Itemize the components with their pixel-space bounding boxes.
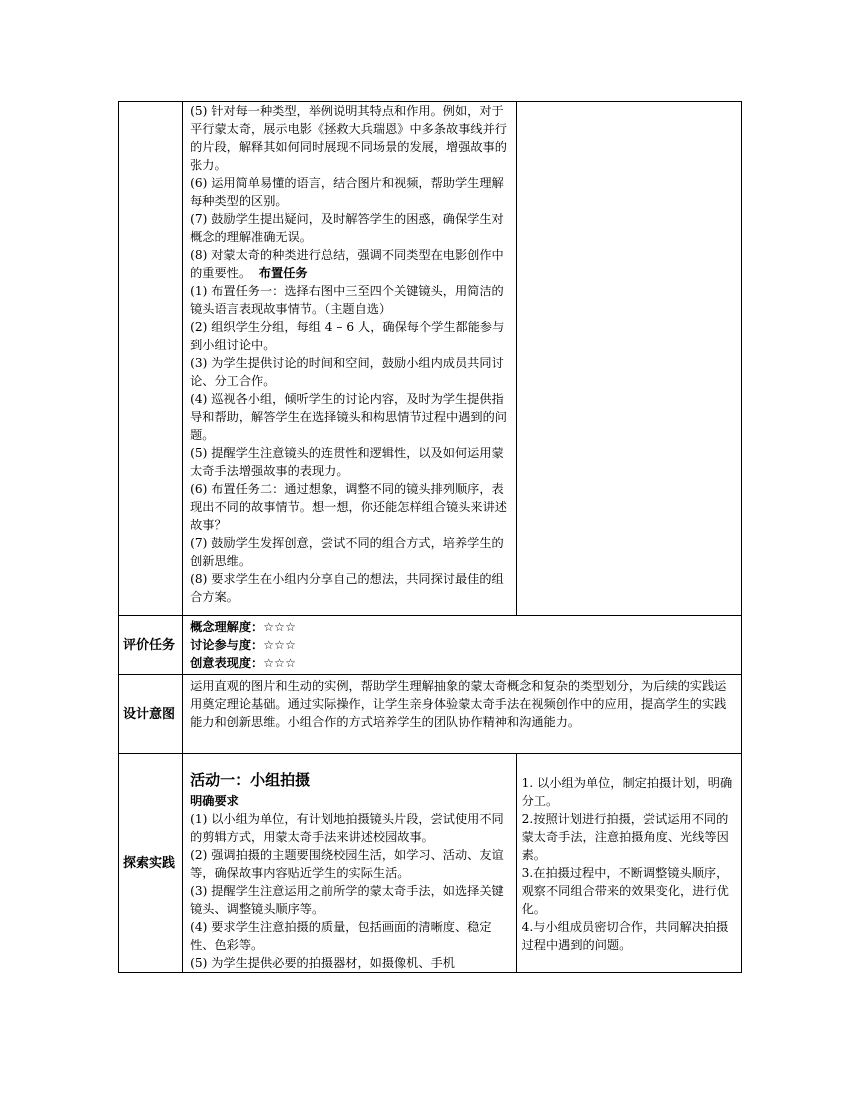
task-heading: 布置任务 xyxy=(258,266,308,280)
requirement-item: (3) 提醒学生注意运用之前所学的蒙太奇手法，如选择关键镜头、调整镜头顺序等。 xyxy=(190,884,504,916)
student-activity-item: 3.在拍摄过程中，不断调整镜头顺序，观察不同组合带来的效果变化，进行优化。 xyxy=(521,866,729,916)
teaching-process-row xyxy=(119,102,742,616)
teacher-activity-cell xyxy=(183,102,517,616)
requirement-item: (5) 为学生提供必要的拍摄器材，如摄像机、手机 xyxy=(190,956,455,970)
explore-row xyxy=(119,754,742,973)
activity-title: 活动一：小组拍摄 xyxy=(190,771,311,789)
task-item: (8) 要求学生在小组内分享自己的想法，共同探讨最佳的组合方案。 xyxy=(190,572,504,604)
paragraph: (7) 鼓励学生提出疑问，及时解答学生的困惑，确保学生对概念的理解准确无误。 xyxy=(190,212,504,244)
row1-label-cell xyxy=(119,102,183,616)
evaluation-item xyxy=(190,618,735,636)
design-intent-text: 运用直观的图片和生动的实例，帮助学生理解抽象的蒙太奇概念和复杂的类型划分，为后续的实践运用奠定理论基础。通过实际操作，让学生亲身体验蒙太奇手法在视频创作中的应用，提高学生的实践能力和创新思维。小组合作的方式培养学生的团队协作精神和沟通能力。 xyxy=(190,679,727,729)
design-intent-label: 设计意图 xyxy=(119,675,183,754)
requirements-heading: 明确要求 xyxy=(190,794,239,808)
task-item: (2) 组织学生分组，每组 4 – 6 人，确保每个学生都能参与到小组讨论中。 xyxy=(190,320,505,352)
criterion-name: 讨论参与度： xyxy=(190,638,264,652)
task-item: (3) 为学生提供讨论的时间和空间，鼓励小组内成员共同讨论、分工合作。 xyxy=(190,356,504,388)
evaluation-row xyxy=(119,616,742,675)
requirement-item: (2) 强调拍摄的主题要围绕校园生活，如学习、活动、友谊等，确保故事内容贴近学生的实际生活。 xyxy=(190,848,504,880)
task-item: (7) 鼓励学生发挥创意，尝试不同的组合方式，培养学生的创新思维。 xyxy=(190,536,504,568)
evaluation-item xyxy=(190,636,735,654)
evaluation-item xyxy=(190,654,735,672)
task-item: (6) 布置任务二：通过想象，调整不同的镜头排列顺序，表现出不同的故事情节。想一想，你还能怎样组合镜头来讲述故事？ xyxy=(190,482,507,532)
lesson-plan-table xyxy=(118,101,742,973)
evaluation-label: 评价任务 xyxy=(119,616,183,675)
student-activity-item: 4.与小组成员密切合作，共同解决拍摄过程中遇到的问题。 xyxy=(521,920,729,952)
requirement-item: (4) 要求学生注意拍摄的质量，包括画面的清晰度、稳定性、色彩等。 xyxy=(190,920,492,952)
task-item: (4) 巡视各小组，倾听学生的讨论内容，及时为学生提供指导和帮助，解答学生在选择镜头和构思情节过程中遇到的问题。 xyxy=(190,392,507,442)
student-activity-item: 2.按照计划进行拍摄，尝试运用不同的蒙太奇手法，注意拍摄角度、光线等因素。 xyxy=(521,812,729,862)
task-item: (1) 布置任务一：选择右图中三至四个关键镜头，用简洁的镜头语言表现故事情节。（主题自选） xyxy=(190,284,504,316)
design-intent-cell xyxy=(183,675,742,754)
design-intent-row xyxy=(119,675,742,754)
star-rating: ☆☆☆ xyxy=(263,638,296,652)
student-activity-cell-empty xyxy=(516,102,741,616)
summary-text: (8) 对蒙太奇的种类进行总结，强调不同类型在电影创作中的重要性。 xyxy=(190,248,504,280)
student-activity-item: 1. 以小组为单位，制定拍摄计划，明确分工。 xyxy=(521,776,733,808)
criterion-name: 概念理解度： xyxy=(190,620,264,634)
explore-label: 探索实践 xyxy=(119,754,183,973)
requirement-item: (1) 以小组为单位，有计划地拍摄镜头片段，尝试使用不同的剪辑方式，用蒙太奇手法来讲述校园故事。 xyxy=(190,812,504,844)
criterion-name: 创意表现度： xyxy=(190,656,264,670)
star-rating: ☆☆☆ xyxy=(263,656,296,670)
star-rating: ☆☆☆ xyxy=(263,620,296,634)
paragraph xyxy=(190,246,510,282)
evaluation-cell xyxy=(183,616,742,675)
explore-student-cell xyxy=(516,754,741,973)
task-item: (5) 提醒学生注意镜头的连贯性和逻辑性，以及如何运用蒙太奇手法增强故事的表现力。 xyxy=(190,446,504,478)
paragraph: (5) 针对每一种类型，举例说明其特点和作用。例如，对于平行蒙太奇，展示电影《拯救大兵瑞恩》中多条故事线并行的片段，解释其如何同时展现不同场景的发展，增强故事的张力。 xyxy=(190,104,507,172)
paragraph: (6) 运用简单易懂的语言，结合图片和视频，帮助学生理解每种类型的区别。 xyxy=(190,176,504,208)
explore-teacher-cell xyxy=(183,754,517,973)
